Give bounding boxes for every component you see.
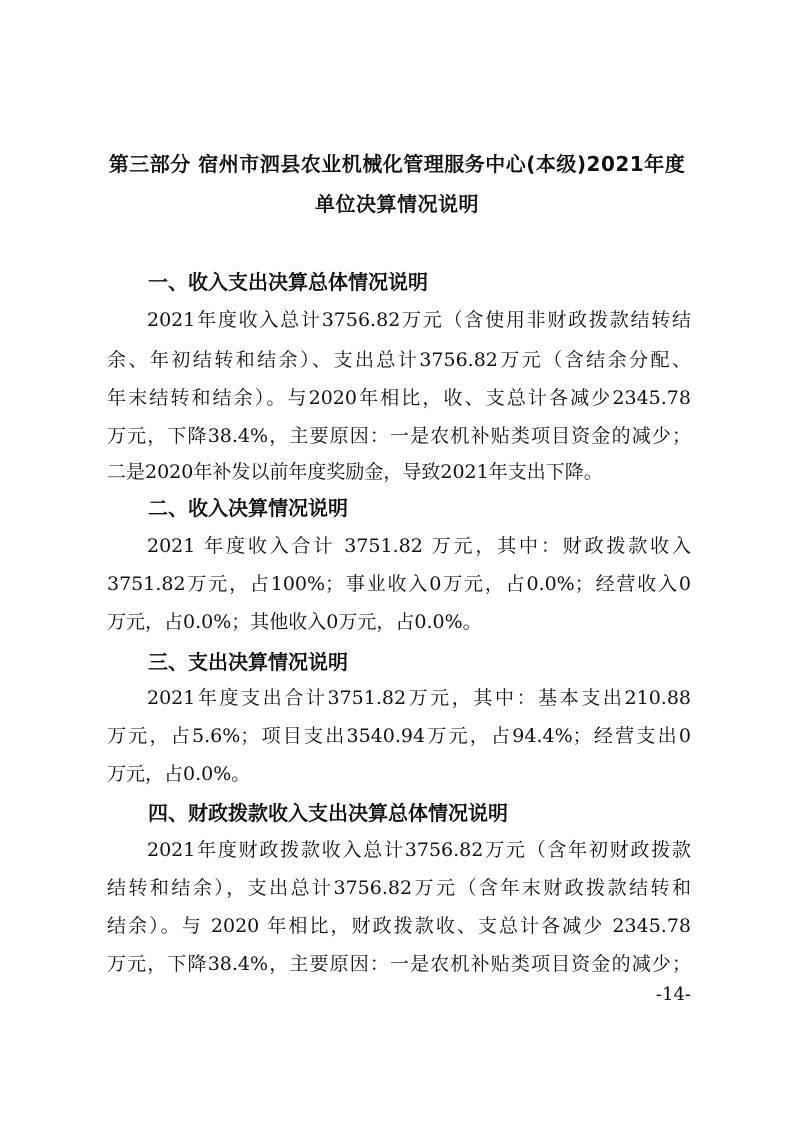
paragraph-line: 万元，占5.6%；项目支出3540.94万元，占94.4%；经营支出0	[107, 725, 691, 747]
paragraph-line: 万元，占0.0%。	[107, 763, 251, 785]
paragraph-line: 结转和结余），支出总计3756.82万元（含年末财政拨款结转和	[107, 877, 691, 899]
paragraph-line: 2021 年度收入合计 3751.82 万元，其中：财政拨款收入	[147, 535, 691, 557]
page-number: -14-	[655, 984, 691, 1005]
paragraph-line: 万元，占0.0%；其他收入0万元，占0.0%。	[107, 611, 482, 633]
page-title-line-1: 第三部分 宿州市泗县农业机械化管理服务中心(本级)2021年度	[108, 152, 686, 176]
paragraph-line: 余、年初结转和结余）、支出总计3756.82万元（含结余分配、	[107, 349, 691, 371]
section-heading-2: 二、收入决算情况说明	[148, 496, 348, 520]
paragraph-line: 二是2020年补发以前年度奖励金，导致2021年支出下降。	[107, 461, 603, 483]
page-title-line-2: 单位决算情况说明	[315, 192, 479, 216]
paragraph-line: 年末结转和结余）。与2020年相比，收、支总计各减少2345.78	[107, 387, 691, 409]
paragraph-line: 2021年度财政拨款收入总计3756.82万元（含年初财政拨款	[147, 839, 691, 861]
paragraph-line: 万元，下降38.4%，主要原因：一是农机补贴类项目资金的减少；	[107, 953, 691, 975]
paragraph-line: 结余）。与 2020 年相比，财政拨款收、支总计各减少 2345.78	[107, 915, 691, 937]
section-heading-4: 四、财政拨款收入支出决算总体情况说明	[148, 801, 508, 825]
paragraph-line: 2021年度收入总计3756.82万元（含使用非财政拨款结转结	[147, 309, 691, 331]
paragraph-line: 万元，下降38.4%，主要原因：一是农机补贴类项目资金的减少；	[107, 425, 691, 447]
paragraph-line: 3751.82万元，占100%；事业收入0万元，占0.0%；经营收入0	[107, 573, 691, 595]
paragraph-line: 2021年度支出合计3751.82万元，其中：基本支出210.88	[147, 687, 691, 709]
section-heading-3: 三、支出决算情况说明	[148, 650, 348, 674]
section-heading-1: 一、收入支出决算总体情况说明	[148, 270, 428, 294]
